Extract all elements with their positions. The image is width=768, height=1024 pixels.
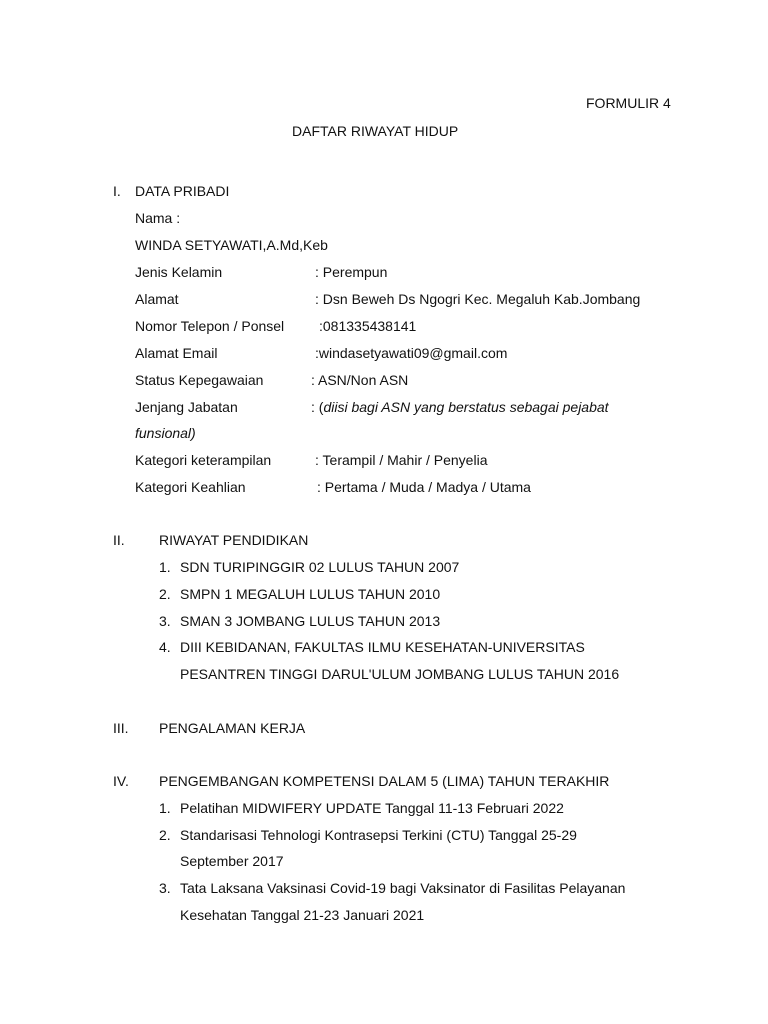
- section-2-heading: RIWAYAT PENDIDIKAN: [159, 532, 309, 548]
- field-value-jenis-kelamin: : Perempun: [315, 264, 388, 280]
- competency-item-text: Tata Laksana Vaksinasi Covid-19 bagi Vaksinator di Fasilitas Pelayanan: [180, 880, 626, 896]
- section-1-heading: DATA PRIBADI: [135, 183, 230, 199]
- field-label-email: Alamat Email: [135, 345, 218, 361]
- education-item-text: SMAN 3 JOMBANG LULUS TAHUN 2013: [180, 613, 441, 629]
- field-label-kategori-keterampilan: Kategori keterampilan: [135, 452, 272, 468]
- field-label-kategori-keahlian: Kategori Keahlian: [135, 479, 246, 495]
- field-value-email: :windasetyawati09@gmail.com: [315, 345, 508, 361]
- field-label-alamat: Alamat: [135, 291, 179, 307]
- education-item-text: DIII KEBIDANAN, FAKULTAS ILMU KESEHATAN-UNIVERSITAS: [180, 639, 585, 655]
- field-value-jenjang-jabatan: [311, 398, 609, 416]
- field-value-kategori-keterampilan: : Terampil / Mahir / Penyelia: [315, 452, 488, 468]
- field-label-jenjang-jabatan: Jenjang Jabatan: [135, 399, 238, 415]
- competency-item-num: 1.: [159, 800, 171, 816]
- education-item-text-continued: PESANTREN TINGGI DARUL'ULUM JOMBANG LULUS TAHUN 2016: [180, 666, 620, 682]
- education-item-text: SMPN 1 MEGALUH LULUS TAHUN 2010: [180, 586, 441, 602]
- jenjang-prefix: : (: [311, 399, 324, 415]
- field-value-telepon: :081335438141: [319, 318, 417, 334]
- field-label-status-kepegawaian: Status Kepegawaian: [135, 372, 264, 388]
- section-4-numeral: IV.: [113, 773, 129, 789]
- section-2-numeral: II.: [113, 532, 125, 548]
- nama-label: Nama :: [135, 210, 181, 226]
- education-item-num: 1.: [159, 559, 171, 575]
- competency-item-text: Pelatihan MIDWIFERY UPDATE Tanggal 11-13 Februari 2022: [180, 800, 564, 816]
- document-title: DAFTAR RIWAYAT HIDUP: [292, 123, 459, 139]
- field-value-alamat: : Dsn Beweh Ds Ngogri Kec. Megaluh Kab.Jombang: [315, 291, 641, 307]
- education-item-num: 4.: [159, 639, 171, 655]
- competency-item-text-continued: September 2017: [180, 853, 284, 869]
- field-label-jenis-kelamin: Jenis Kelamin: [135, 264, 223, 280]
- field-label-telepon: Nomor Telepon / Ponsel: [135, 318, 285, 334]
- nama-value: WINDA SETYAWATI,A.Md,Keb: [135, 237, 328, 253]
- section-1-numeral: I.: [113, 183, 121, 199]
- section-3-heading: PENGALAMAN KERJA: [159, 720, 306, 736]
- field-value-kategori-keahlian: : Pertama / Muda / Madya / Utama: [317, 479, 531, 495]
- education-item-num: 2.: [159, 586, 171, 602]
- competency-item-num: 3.: [159, 880, 171, 896]
- education-item-num: 3.: [159, 613, 171, 629]
- competency-item-num: 2.: [159, 827, 171, 843]
- competency-item-text: Standarisasi Tehnologi Kontrasepsi Terkini (CTU) Tanggal 25-29: [180, 827, 577, 843]
- section-4-heading: PENGEMBANGAN KOMPETENSI DALAM 5 (LIMA) TAHUN TERAKHIR: [159, 773, 610, 789]
- field-value-status-kepegawaian: : ASN/Non ASN: [311, 372, 409, 388]
- jenjang-italic-note: diisi bagi ASN yang berstatus sebagai pejabat: [323, 399, 609, 415]
- form-label: FORMULIR 4: [586, 95, 671, 111]
- field-value-jenjang-continued: funsional): [135, 425, 196, 441]
- education-item-text: SDN TURIPINGGIR 02 LULUS TAHUN 2007: [180, 559, 460, 575]
- competency-item-text-continued: Kesehatan Tanggal 21-23 Januari 2021: [180, 907, 425, 923]
- section-3-numeral: III.: [113, 720, 129, 736]
